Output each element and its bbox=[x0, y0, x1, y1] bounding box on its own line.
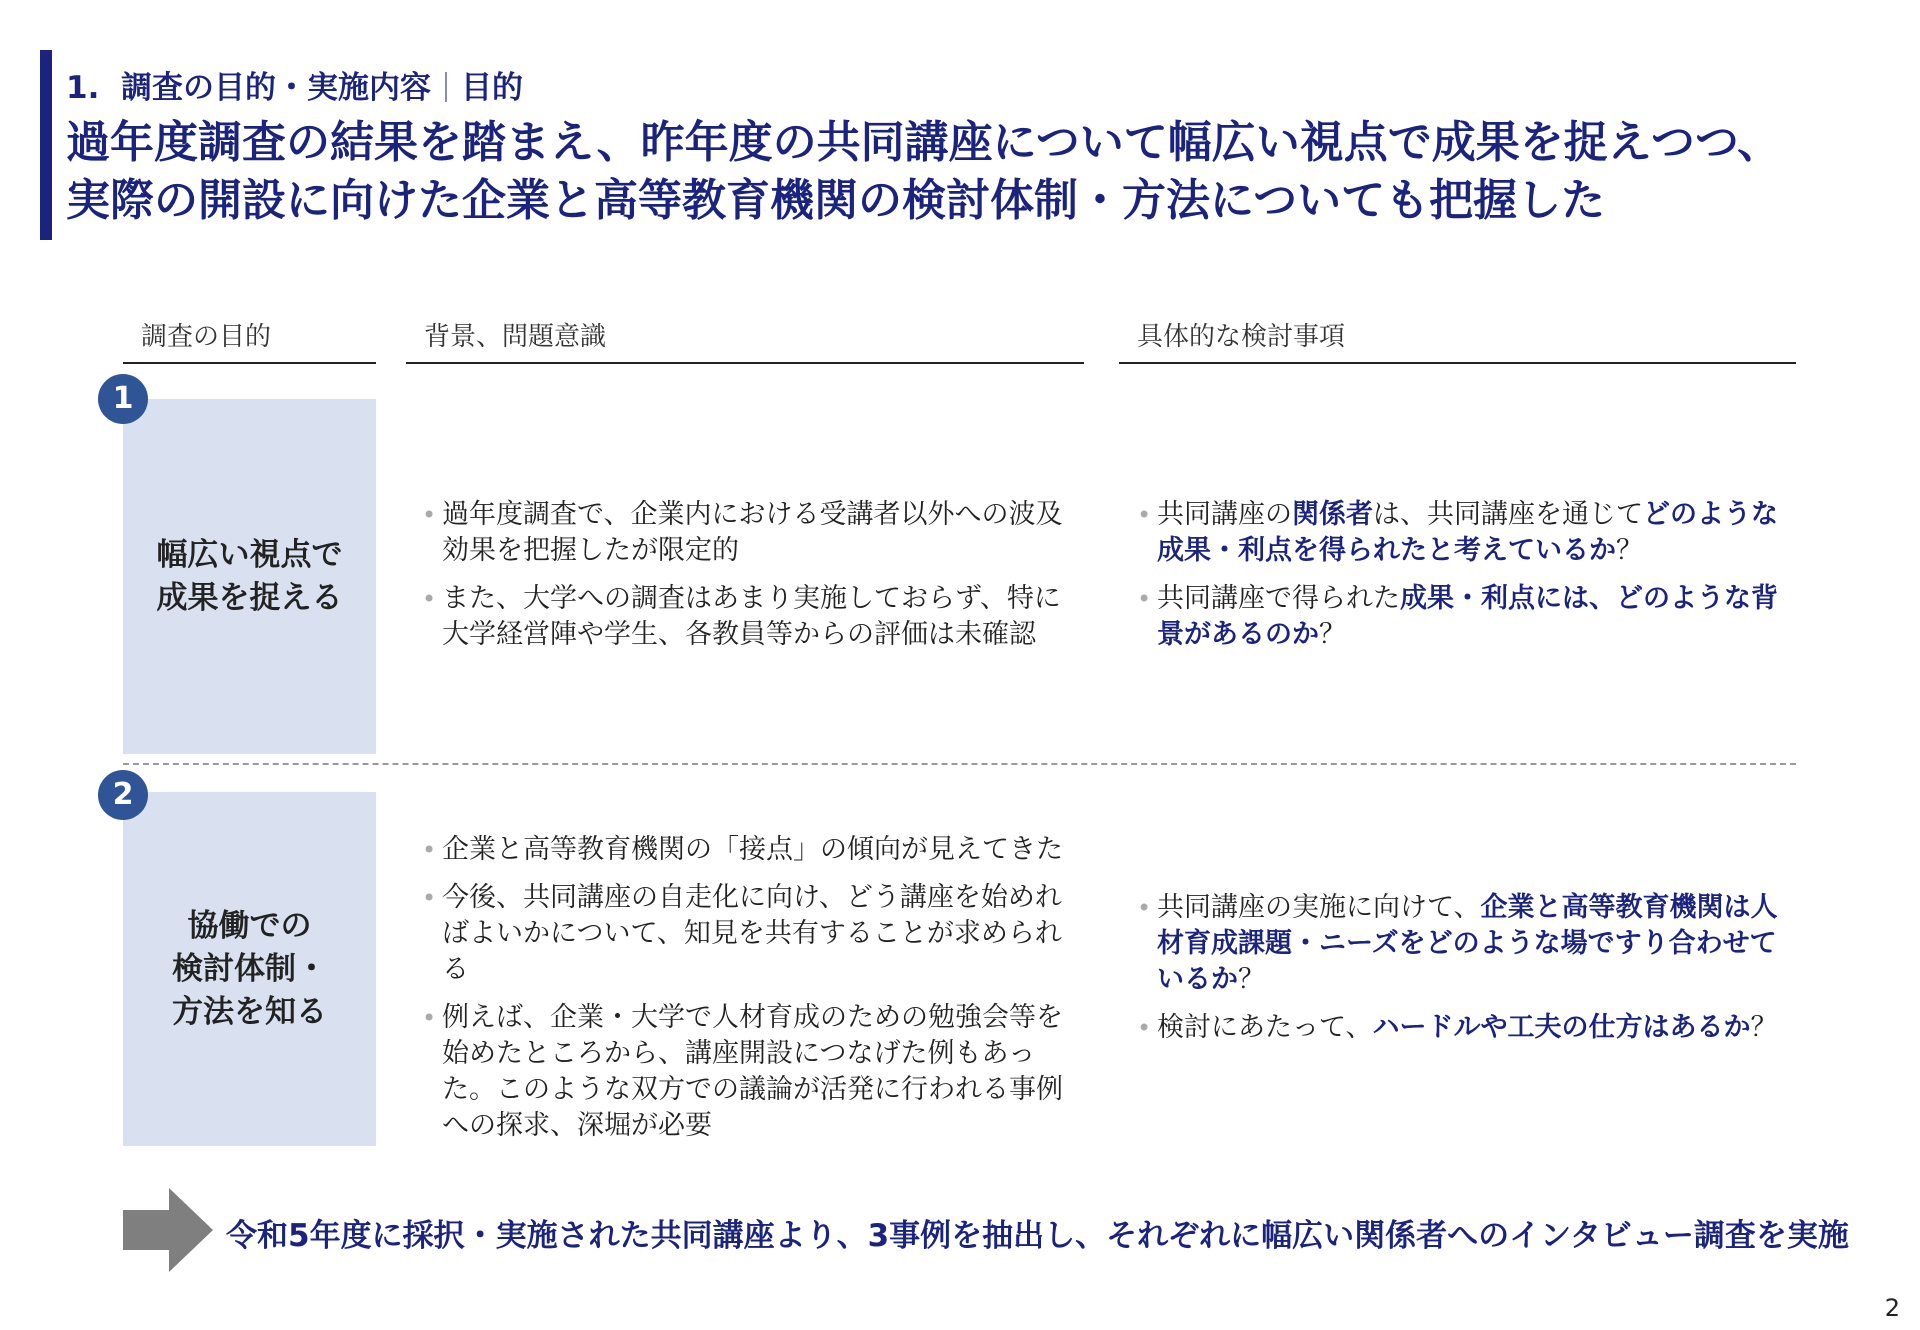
background-list-1 bbox=[422, 497, 1082, 665]
number-badge-1: 1 bbox=[98, 374, 148, 424]
section-title: 調査の目的・実施内容 bbox=[120, 70, 431, 106]
list-item: • また、大学への調査はあまり実施しておらず、特に大学経営陣や学生、各教員等からの評価は未確認 bbox=[422, 581, 1082, 653]
item-emphasis: 成果・利点には、どのような背景があるのか bbox=[1157, 583, 1778, 650]
list-item: • 過年度調査で、企業内における受講者以外への波及効果を把握したが限定的 bbox=[422, 497, 1082, 569]
section-label bbox=[66, 62, 523, 107]
background-list-2 bbox=[422, 832, 1082, 1156]
item-emphasis: どのような成果・利点を得られたと考えているか bbox=[1157, 499, 1778, 566]
headline-line-1: 過年度調査の結果を踏まえ、昨年度の共同講座について幅広い視点で成果を捉えつつ、 bbox=[66, 117, 1782, 168]
number-badge-2: 2 bbox=[98, 770, 148, 820]
list-item bbox=[1137, 497, 1802, 569]
arrow-right-icon bbox=[123, 1188, 213, 1272]
item-text: ？ bbox=[1238, 964, 1265, 995]
item-text: 検討にあたって、 bbox=[1157, 1012, 1373, 1043]
item-emphasis: ハードルや工夫の仕方はあるか bbox=[1372, 1012, 1751, 1043]
column-header-items: 具体的な検討事項 bbox=[1119, 316, 1796, 364]
page-title bbox=[66, 114, 1866, 230]
purpose-panel-2 bbox=[123, 792, 376, 1146]
purpose-2-line-1: 協働での bbox=[187, 907, 312, 944]
page-number: 2 bbox=[1884, 1294, 1900, 1322]
item-text: ？ bbox=[1750, 1012, 1778, 1043]
purpose-1-line-2: 成果を捉える bbox=[156, 579, 343, 616]
item-emphasis: 関係者 bbox=[1292, 499, 1373, 530]
list-item bbox=[1137, 581, 1802, 653]
purpose-1-line-1: 幅広い視点で bbox=[156, 536, 343, 573]
headline-line-2: 実際の開設に向けた企業と高等教育機関の検討体制・方法についても把握した bbox=[66, 175, 1606, 226]
column-header-background: 背景、問題意識 bbox=[406, 316, 1084, 364]
conclusion-text: 令和5年度に採択・実施された共同講座より、3事例を抽出し、それぞれに幅広い関係者へのインタビュー調査を実施 bbox=[226, 1218, 1849, 1254]
item-text: 共同講座で得られた bbox=[1157, 583, 1400, 614]
row-divider bbox=[123, 763, 1796, 765]
items-list-2 bbox=[1137, 890, 1802, 1058]
list-item: • 今後、共同講座の自走化に向け、どう講座を始めればよいかについて、知見を共有することが求められる bbox=[422, 880, 1082, 988]
list-item: • 例えば、企業・大学で人材育成のための勉強会等を始めたところから、講座開設につなげた例もあった。このような双方での議論が活発に行われる事例への探求、深堀が必要 bbox=[422, 1000, 1082, 1144]
list-item bbox=[1137, 890, 1802, 998]
item-text: 共同講座の実施に向けて、 bbox=[1157, 892, 1481, 923]
title-accent-bar bbox=[40, 50, 52, 240]
item-text: ？ bbox=[1616, 535, 1643, 566]
item-emphasis: 企業と高等教育機関は人材育成課題・ニーズをどのような場ですり合わせているか bbox=[1157, 892, 1778, 995]
section-separator bbox=[445, 72, 447, 102]
item-text: は、共同講座を通じて bbox=[1373, 499, 1643, 530]
item-text: ？ bbox=[1319, 619, 1346, 650]
purpose-2-line-2: 検討体制・ bbox=[172, 950, 327, 987]
section-number: 1. bbox=[66, 70, 100, 106]
items-list-1 bbox=[1137, 497, 1802, 665]
column-header-purpose: 調査の目的 bbox=[123, 316, 376, 364]
purpose-panel-1 bbox=[123, 399, 376, 754]
item-text: 共同講座の bbox=[1157, 499, 1292, 530]
purpose-2-line-3: 方法を知る bbox=[172, 993, 327, 1030]
section-subtitle: 目的 bbox=[460, 70, 523, 106]
list-item: • 企業と高等教育機関の「接点」の傾向が見えてきた bbox=[422, 832, 1082, 868]
list-item bbox=[1137, 1010, 1802, 1046]
